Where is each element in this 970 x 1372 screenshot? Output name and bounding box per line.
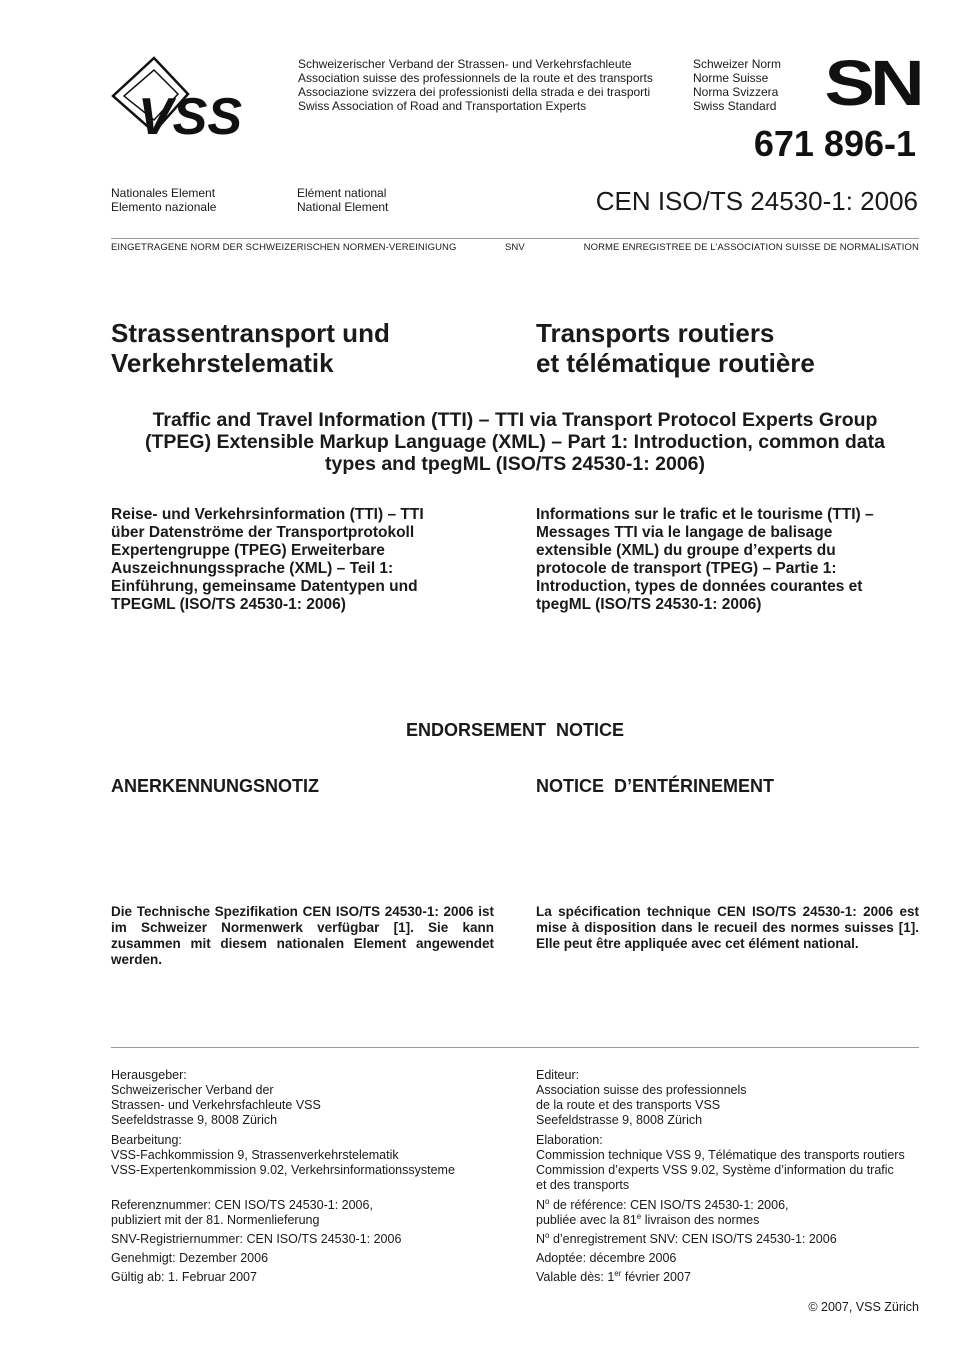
- standard-line: Norme Suisse: [693, 71, 769, 85]
- standard-line: Schweizer Norm: [693, 57, 782, 71]
- ref-prefix: N: [536, 1198, 546, 1212]
- ref-sup: e: [636, 1211, 642, 1221]
- reference-line: Referenznummer: CEN ISO/TS 24530-1: 2006,: [111, 1198, 373, 1212]
- element-label-de: [111, 186, 216, 214]
- subtitle-line: Einführung, gemeinsame Datentypen und: [111, 578, 418, 595]
- processing-line: Commission d’experts VSS 9.02, Système d’information du trafic: [536, 1163, 894, 1177]
- element-label-fr: [297, 186, 388, 214]
- element-line: Elément national: [297, 186, 387, 200]
- subtitle-fr: [536, 506, 874, 614]
- subtitle-line: Reise- und Verkehrsinformation (TTI) – TTI: [111, 506, 424, 523]
- footer-divider: [111, 1047, 919, 1048]
- subtitle-line: Expertengruppe (TPEG) Erweiterbare: [111, 542, 385, 559]
- vss-logo-lettering: VSS: [138, 88, 243, 140]
- subtitle-line: tpegML (ISO/TS 24530-1: 2006): [536, 596, 762, 613]
- title-fr: [536, 318, 815, 378]
- registered-snv: SNV: [505, 242, 525, 253]
- element-line: Nationales Element: [111, 186, 216, 200]
- processing-line: [111, 1178, 521, 1193]
- registered-norm-de: EINGETRAGENE NORM DER SCHWEIZERISCHEN NORMEN-VEREINIGUNG: [111, 242, 457, 253]
- title-en: [100, 409, 930, 475]
- snv-number: [536, 1232, 936, 1247]
- publisher-line: Seefeldstrasse 9, 8008 Zürich: [536, 1113, 703, 1127]
- reference-line: publiziert mit der 81. Normenlieferung: [111, 1213, 320, 1227]
- title-line: Transports routiers: [536, 318, 775, 348]
- standard-type: [693, 57, 781, 113]
- title-line: et télématique routière: [536, 348, 815, 378]
- processing-line: et des transports: [536, 1178, 630, 1192]
- header-divider: [111, 238, 919, 239]
- snv-rest: d’enregistrement SNV: CEN ISO/TS 24530-1: 2006: [549, 1232, 837, 1246]
- publisher-line: Association suisse des professionnels: [536, 1083, 747, 1097]
- valid-sup: er: [614, 1268, 622, 1278]
- element-line: National Element: [297, 200, 389, 214]
- registered-norm-fr: NORME ENREGISTREE DE L’ASSOCIATION SUISSE DE NORMALISATION: [583, 242, 919, 253]
- approved-date: Genehmigt: Dezember 2006: [111, 1251, 269, 1265]
- subtitle-line: extensible (XML) du groupe d’experts du: [536, 542, 836, 559]
- snv-sup: o: [545, 1230, 550, 1240]
- copyright: © 2007, VSS Zürich: [808, 1300, 919, 1314]
- footer-de: [111, 1068, 521, 1285]
- association-line: Associazione svizzera dei professionisti della strada e dei trasporti: [298, 85, 651, 99]
- title-line: (TPEG) Extensible Markup Language (XML) – Part 1: Introduction, common data: [145, 431, 885, 453]
- notice-heading-fr: NOTICE D’ENTÉRINEMENT: [536, 776, 775, 796]
- ref-sup: o: [545, 1196, 550, 1206]
- subtitle-de: [111, 506, 424, 614]
- ref-rest: livraison des normes: [641, 1213, 760, 1227]
- processing-line: Commission technique VSS 9, Télématique des transports routiers: [536, 1148, 905, 1162]
- publisher-line: de la route et des transports VSS: [536, 1098, 721, 1112]
- element-line: Elemento nazionale: [111, 200, 217, 214]
- valid-date: Gültig ab: 1. Februar 2007: [111, 1270, 257, 1284]
- snv-prefix: N: [536, 1232, 546, 1246]
- association-line: Schweizerischer Verband der Strassen- und Verkehrsfachleute: [298, 57, 632, 71]
- ref-prefix: publiée avec la 81: [536, 1213, 637, 1227]
- notice-heading-de: ANERKENNUNGSNOTIZ: [111, 776, 320, 796]
- publisher-line: Seefeldstrasse 9, 8008 Zürich: [111, 1113, 278, 1127]
- subtitle-line: TPEGML (ISO/TS 24530-1: 2006): [111, 596, 346, 613]
- snv-number: SNV-Registriernummer: CEN ISO/TS 24530-1: 2006: [111, 1232, 402, 1246]
- publisher-line: Schweizerischer Verband der: [111, 1083, 274, 1097]
- approved-date: Adoptée: décembre 2006: [536, 1251, 677, 1265]
- notice-text-de: Die Technische Spezifikation CEN ISO/TS 24530-1: 2006 ist im Schweizer Normenwerk verfügbar [1]. Sie kann zusammen mit diesem nationalen Element angewendet werden.: [111, 904, 494, 967]
- title-line: types and tpegML (ISO/TS 24530-1: 2006): [324, 453, 705, 475]
- title-line: Strassentransport und: [111, 318, 390, 348]
- notice-text-fr: La spécification technique CEN ISO/TS 24530-1: 2006 est mise à disposition dans le recueil des normes suisses [1]. Elle peut être appliquée avec cet élément national.: [536, 904, 919, 951]
- valid-prefix: Valable dès: 1: [536, 1270, 615, 1284]
- subtitle-line: über Datenströme der Transportprotokoll: [111, 524, 415, 541]
- subtitle-line: Informations sur le trafic et le tourisme (TTI) –: [536, 506, 874, 523]
- standard-line: Norma Svizzera: [693, 85, 779, 99]
- endorsement-heading: ENDORSEMENT NOTICE: [405, 720, 624, 740]
- publisher-line: Herausgeber:: [111, 1068, 187, 1082]
- title-line: Traffic and Travel Information (TTI) – TTI via Transport Protocol Experts Group: [152, 409, 878, 431]
- subtitle-line: protocole de transport (TPEG) – Partie 1:: [536, 560, 837, 577]
- sn-logo: SN: [824, 47, 920, 119]
- reference-line: [536, 1213, 936, 1228]
- norm-number: 671 896-1: [753, 123, 916, 164]
- valid-date: [536, 1270, 936, 1285]
- cen-reference: CEN ISO/TS 24530-1: 2006: [595, 186, 918, 216]
- vss-logo: [108, 56, 292, 140]
- processing-line: Elaboration:: [536, 1133, 603, 1147]
- processing-line: VSS-Expertenkommission 9.02, Verkehrsinformationssysteme: [111, 1163, 455, 1177]
- association-line: Swiss Association of Road and Transportation Experts: [298, 99, 587, 113]
- valid-rest: février 2007: [621, 1270, 691, 1284]
- subtitle-line: Messages TTI via le langage de balisage: [536, 524, 833, 541]
- subtitle-line: Introduction, types de données courantes et: [536, 578, 863, 595]
- title-de: [111, 318, 390, 378]
- footer-fr: [536, 1068, 936, 1285]
- processing-line: Bearbeitung:: [111, 1133, 182, 1147]
- title-line: Verkehrstelematik: [111, 348, 334, 378]
- association-line: Association suisse des professionnels de la route et des transports: [298, 71, 653, 85]
- standard-line: Swiss Standard: [693, 99, 777, 113]
- processing-line: VSS-Fachkommission 9, Strassenverkehrstelematik: [111, 1148, 399, 1162]
- association-names: [298, 57, 653, 113]
- subtitle-line: Auszeichnungssprache (XML) – Teil 1:: [111, 560, 394, 577]
- publisher-line: Editeur:: [536, 1068, 580, 1082]
- publisher-line: Strassen- und Verkehrsfachleute VSS: [111, 1098, 321, 1112]
- ref-rest: de référence: CEN ISO/TS 24530-1: 2006,: [549, 1198, 789, 1212]
- reference-line: [536, 1198, 936, 1213]
